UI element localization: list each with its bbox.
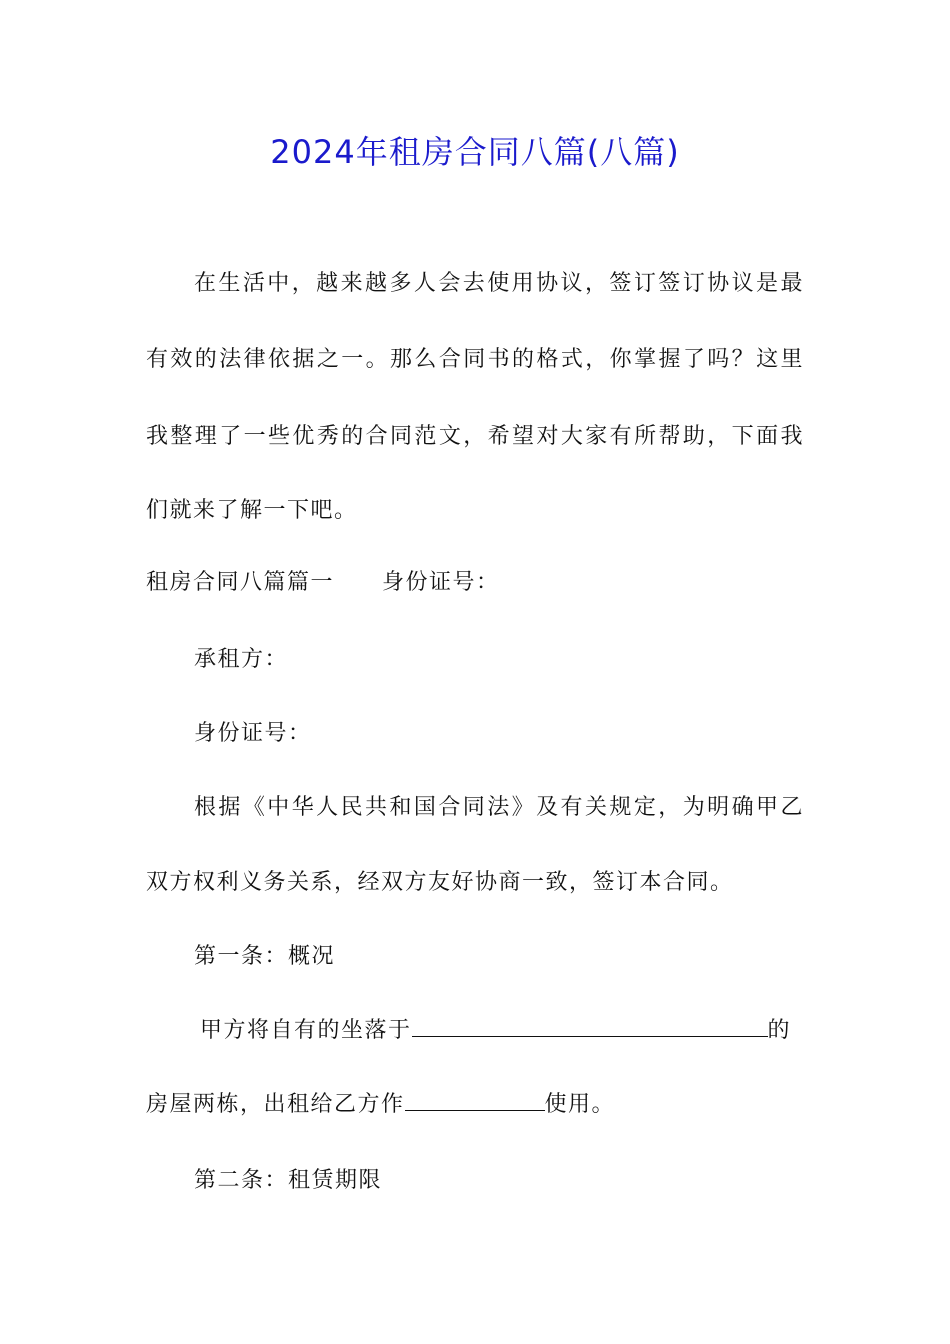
id-number-label: 身份证号：: [194, 721, 312, 746]
basis-line-1: 根据《中华人民共和国合同法》及有关规定，为明确甲乙: [194, 795, 804, 820]
article-1-line-1-text: 甲方将自有的坐落于: [200, 1018, 412, 1043]
article-1-line-2: [146, 1088, 615, 1122]
location-blank: [412, 1014, 768, 1037]
intro-line-1: 在生活中，越来越多人会去使用协议，签订签订协议是最: [194, 271, 804, 296]
intro-line-4: 们就来了解一下吧。: [146, 498, 358, 523]
article-2-title: 第二条：租赁期限: [194, 1168, 383, 1193]
intro-line-3: 我整理了一些优秀的合同范文，希望对大家有所帮助，下面我: [146, 424, 804, 449]
article-1-line-2-suffix: 使用。: [544, 1092, 616, 1117]
section-heading-id-field: 身份证号：: [382, 570, 500, 595]
section-heading-row: [146, 566, 500, 600]
usage-blank: [405, 1088, 545, 1111]
article-1-line-1: [200, 1014, 791, 1048]
article-1-line-2-text: 房屋两栋，出租给乙方作: [146, 1092, 405, 1117]
basis-line-2: 双方权利义务关系，经双方友好协商一致，签订本合同。: [146, 870, 734, 895]
article-1-line-1-suffix: 的: [767, 1018, 792, 1043]
document-title: 2024年租房合同八篇(八篇): [270, 133, 680, 171]
article-1-title: 第一条：概况: [194, 944, 336, 969]
lessee-label: 承租方：: [194, 647, 289, 672]
section-heading: 租房合同八篇篇一: [146, 570, 335, 595]
intro-line-2: 有效的法律依据之一。那么合同书的格式，你掌握了吗？这里: [146, 347, 804, 372]
